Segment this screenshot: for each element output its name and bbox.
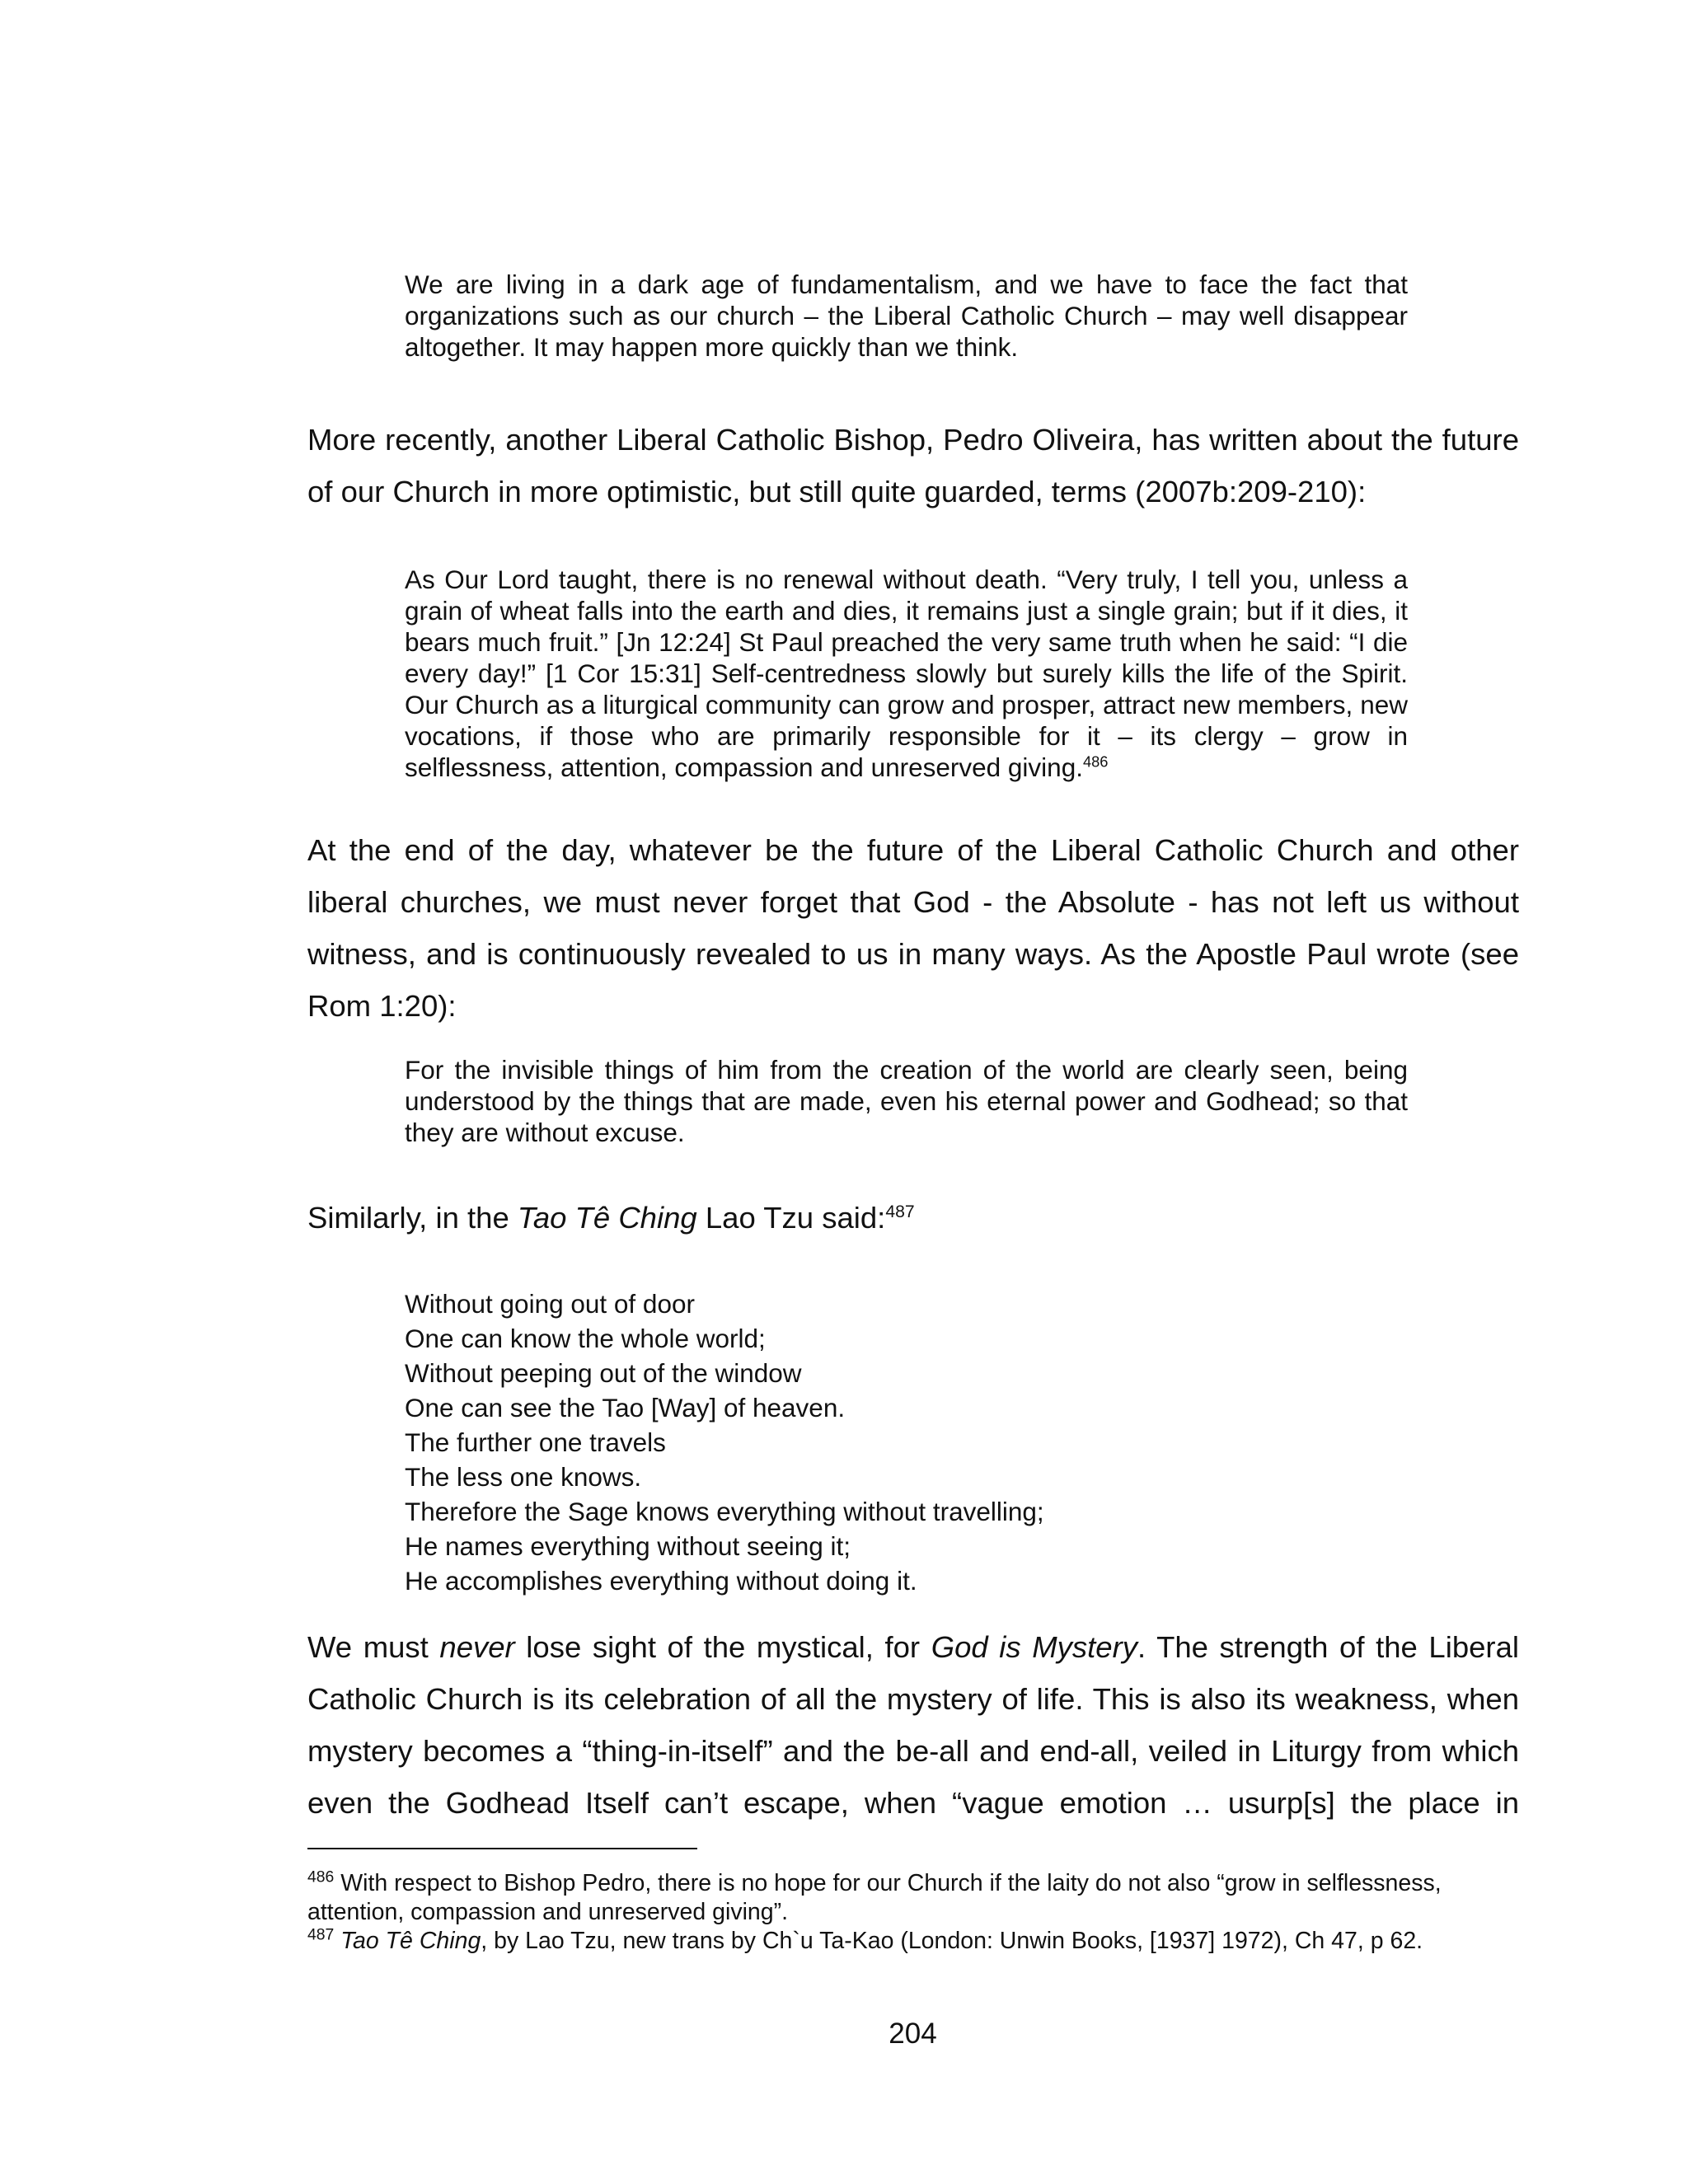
- block-quote-romans: [405, 1054, 1408, 1148]
- emphasis-god-is-mystery: God is Mystery: [931, 1630, 1137, 1664]
- poem-line: The less one knows.: [405, 1462, 642, 1492]
- paragraph-text: More recently, another Liberal Catholic Bishop, Pedro Oliveira, has written about the future of our Church in more optimistic, but still quite guarded, terms (2007b:209-210):: [307, 423, 1519, 509]
- body-paragraph-pedro-oliveira: [307, 414, 1519, 518]
- paragraph-text: We must: [307, 1630, 440, 1664]
- footnote-486: [307, 1869, 1519, 1927]
- footnote-book-title: Tao Tê Ching: [340, 1928, 481, 1954]
- footnote-number: 487: [307, 1925, 335, 1944]
- footnote-number: 486: [307, 1868, 335, 1886]
- block-quote-text: We are living in a dark age of fundamentalism, and we have to face the fact that organizations such as our church – the Liberal Catholic Church – may well disappear altogether. It may happen more quickly than we think.: [405, 269, 1408, 362]
- book-title: Tao Tê Ching: [517, 1201, 697, 1235]
- poem-tao-te-ching: [405, 1286, 1408, 1598]
- paragraph-text-prefix: Similarly, in the: [307, 1201, 518, 1235]
- poem-line: The further one travels: [405, 1427, 666, 1457]
- poem-line: One can know the whole world;: [405, 1324, 766, 1353]
- poem-line: He accomplishes everything without doing it.: [405, 1566, 917, 1596]
- paragraph-text: At the end of the day, whatever be the future of the Liberal Catholic Church and other liberal churches, we must never forget that God - the Absolute - has not left us without witness, and is continuously revealed to us in many ways. As the Apostle Paul wrote (see Rom 1:20):: [307, 833, 1519, 1023]
- footnote-divider: [307, 1848, 697, 1849]
- paragraph-text-suffix: Lao Tzu said:: [696, 1201, 886, 1235]
- footnote-ref-486[interactable]: 486: [1082, 752, 1109, 771]
- footnote-text: , by Lao Tzu, new trans by Ch`u Ta-Kao (London: Unwin Books, [1937] 1972), Ch 47, p 62.: [481, 1928, 1423, 1954]
- body-paragraph-mystery: [307, 1621, 1519, 1829]
- poem-line: One can see the Tao [Way] of heaven.: [405, 1393, 846, 1422]
- poem-line: Therefore the Sage knows everything without travelling;: [405, 1497, 1044, 1526]
- body-paragraph-lao-tzu-intro: [307, 1192, 1519, 1244]
- footnote-text: With respect to Bishop Pedro, there is no hope for our Church if the laity do not also “grow in selflessness, attention, compassion and unreserved giving”.: [307, 1870, 1442, 1925]
- page-number: 204: [889, 2018, 937, 2050]
- block-quote-renewal: [405, 564, 1408, 783]
- paragraph-text: lose sight of the mystical, for: [514, 1630, 931, 1664]
- footnote-ref-487[interactable]: 487: [885, 1202, 915, 1221]
- emphasis-never: never: [439, 1630, 515, 1664]
- body-paragraph-end-of-day: [307, 824, 1519, 1032]
- poem-line: Without peeping out of the window: [405, 1358, 802, 1388]
- paragraph-text: . The strength of the Liberal Catholic Church is its celebration of all the mystery of life. This is also its weakness, when mystery becomes a “thing-in-itself” and the be-all and end-all, veiled in Liturgy from which even the Godhead Itself can’t escape, when “vague emotion … usurp[s] the place in: [307, 1630, 1519, 1820]
- poem-line: Without going out of door: [405, 1289, 695, 1319]
- poem-line: He names everything without seeing it;: [405, 1531, 851, 1561]
- footnote-487: [307, 1927, 1519, 1956]
- block-quote-text: As Our Lord taught, there is no renewal without death. “Very truly, I tell you, unless a grain of wheat falls into the earth and dies, it remains just a single grain; but if it dies, it bears much fruit.” [Jn 12:24] St Paul preached the very same truth when he said: “I die every day!” [1 Cor 15:31] Self-centredness slowly but surely kills the life of the Spirit. Our Church as a liturgical community can grow and prosper, attract new members, new vocations, if those who are primarily responsible for it – its clergy – grow in selflessness, attention, compassion and unreserved giving.: [405, 565, 1408, 782]
- block-quote-fundamentalism: [405, 269, 1408, 363]
- block-quote-text: For the invisible things of him from the creation of the world are clearly seen, being understood by the things that are made, even his eternal power and Godhead; so that they are without excuse.: [405, 1055, 1408, 1147]
